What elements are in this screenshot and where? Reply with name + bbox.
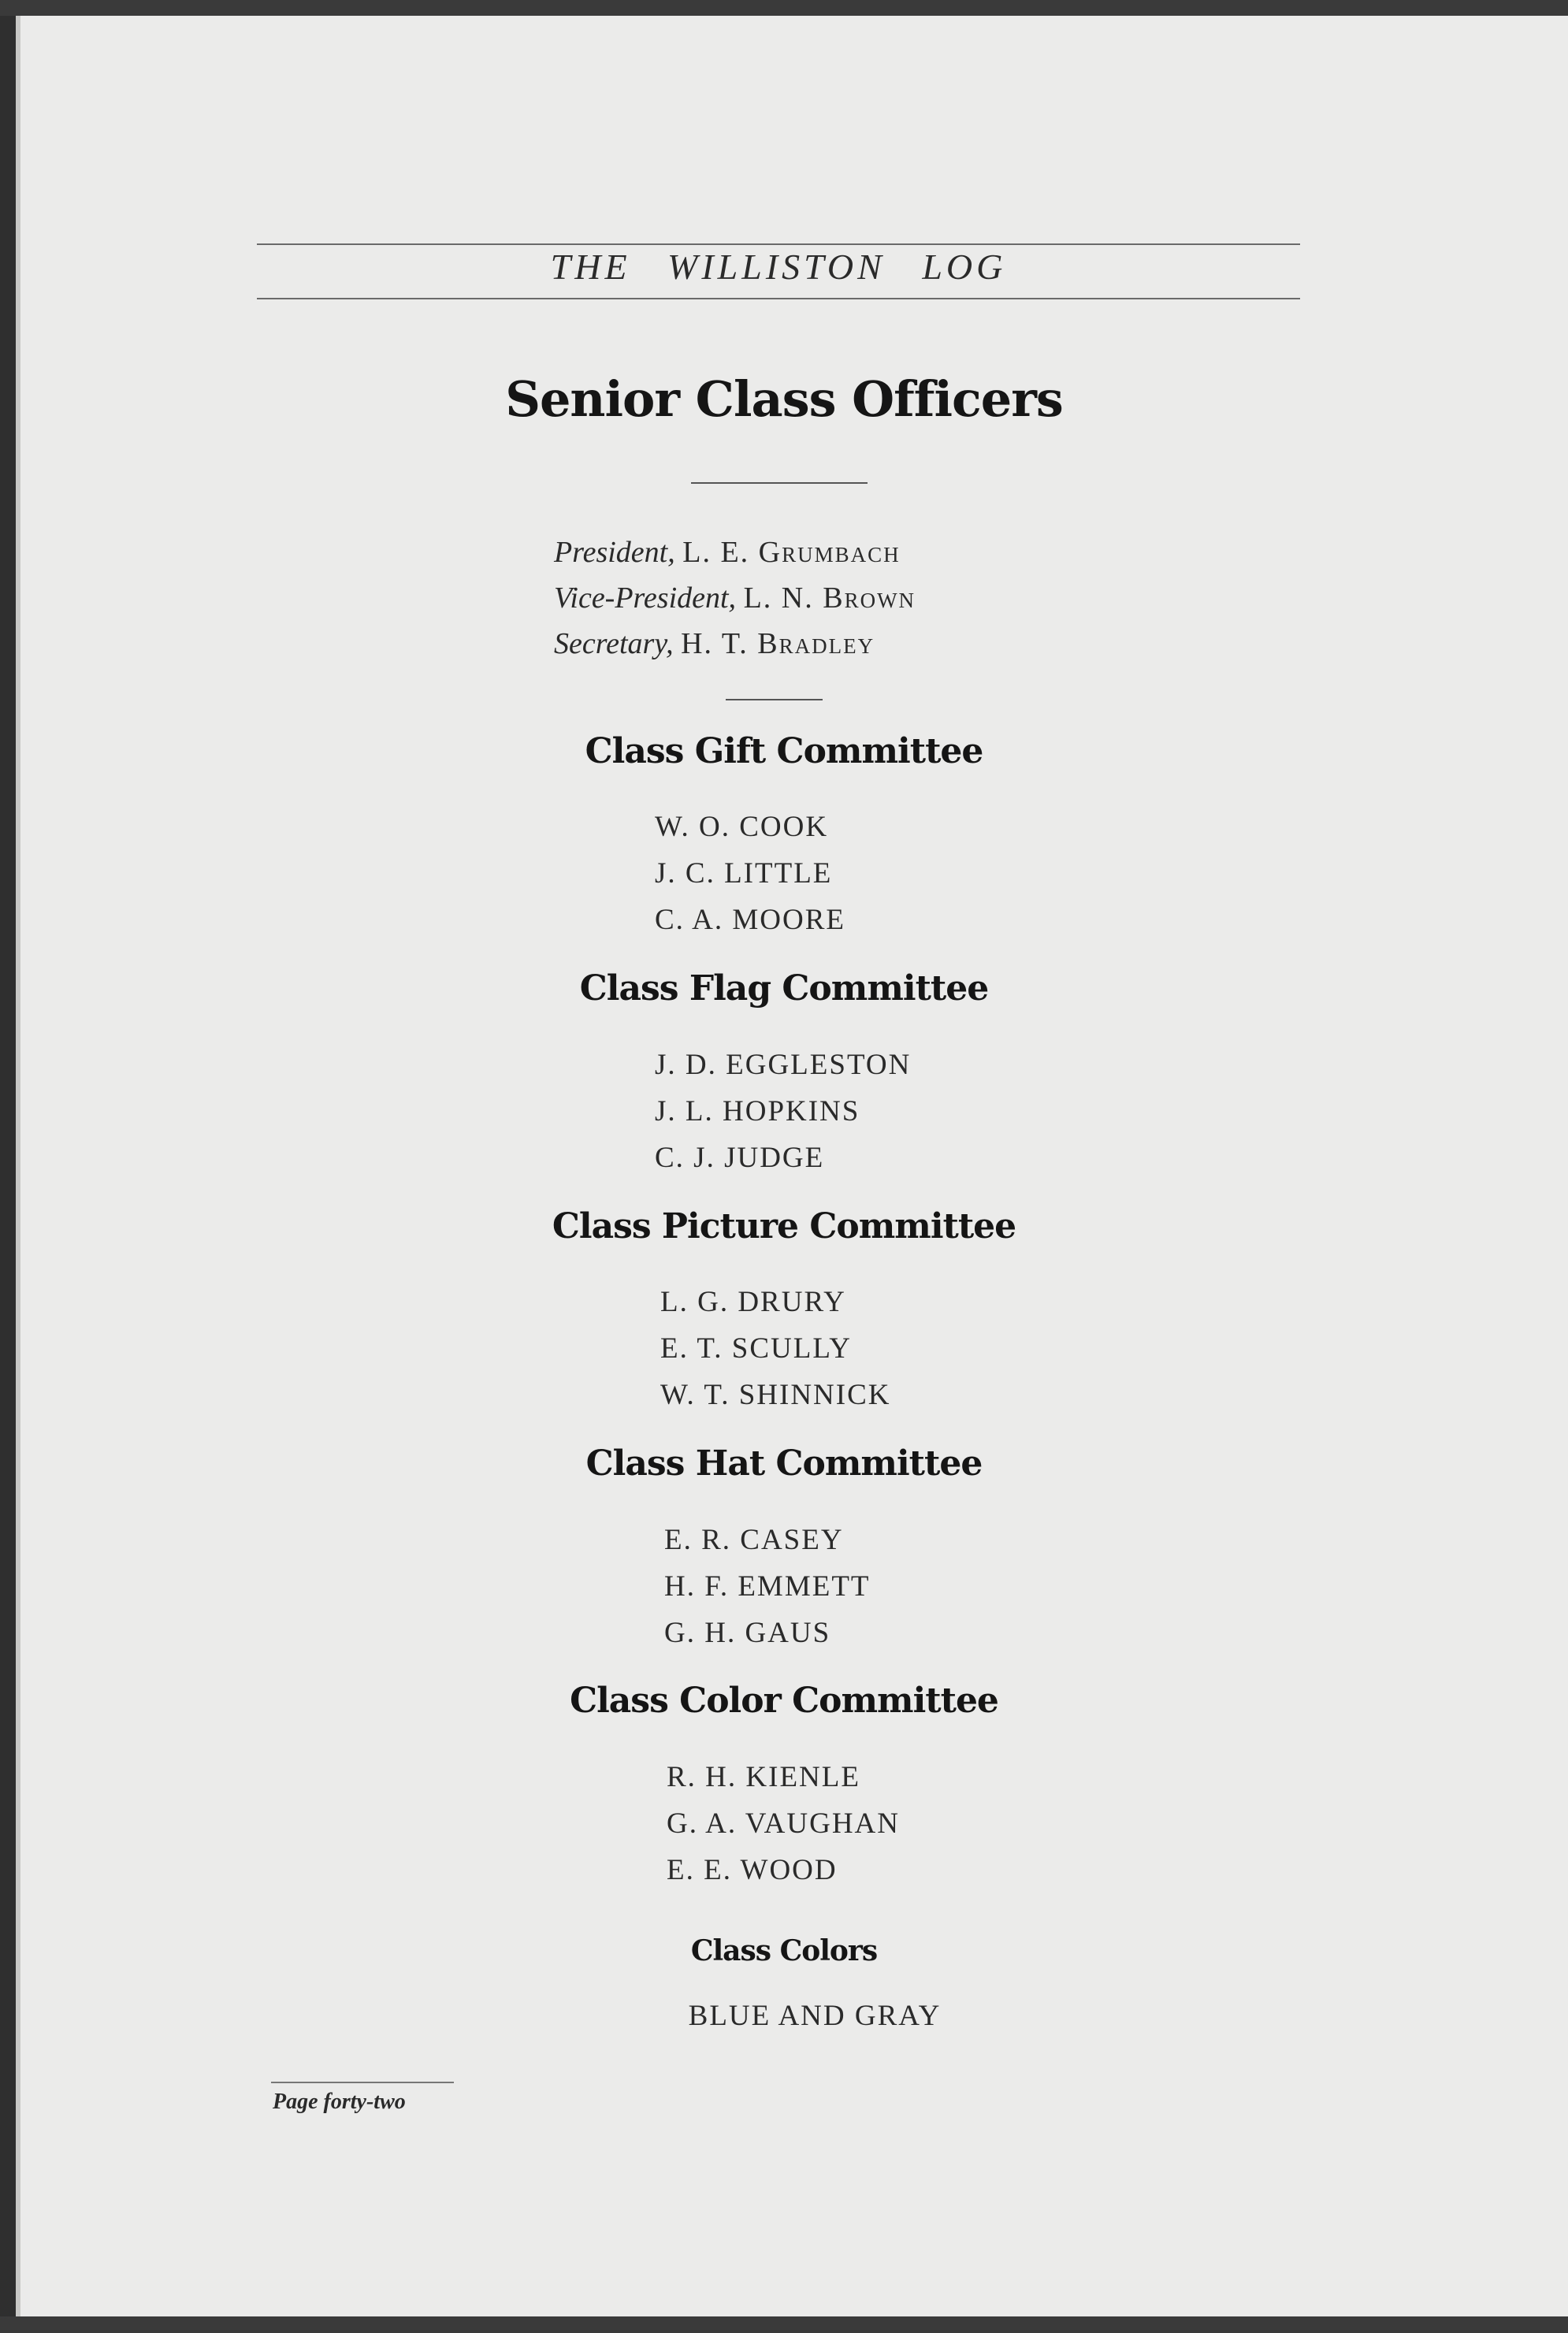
committee-title-picture: Class Picture Committee (552, 1206, 1016, 1246)
officers-divider (726, 699, 823, 700)
committee-title-flag: Class Flag Committee (579, 968, 989, 1009)
member-name: J. D. EGGLESTON (655, 1049, 912, 1081)
title-divider (691, 482, 868, 484)
committee-title-color: Class Color Committee (570, 1681, 998, 1721)
member-name: G. A. VAUGHAN (667, 1807, 901, 1840)
officer-name: L. N. Brown (743, 581, 916, 615)
member-name: E. T. SCULLY (660, 1332, 852, 1365)
officers-list (554, 529, 1105, 667)
scan-bottom-edge (0, 2316, 1568, 2333)
committee-title-gift: Class Gift Committee (585, 731, 983, 771)
committee-members-picture (660, 1279, 891, 1418)
member-name: W. O. COOK (655, 811, 829, 843)
member-name: C. J. JUDGE (655, 1142, 825, 1174)
class-colors-value: BLUE AND GRAY (688, 2000, 942, 2032)
committee-members-hat (664, 1517, 871, 1656)
header-bottom-rule (257, 298, 1300, 299)
scan-top-edge (0, 0, 1568, 16)
member-name: G. H. GAUS (664, 1617, 831, 1649)
member-name: E. E. WOOD (667, 1854, 838, 1886)
member-name: J. C. LITTLE (655, 857, 833, 890)
footer-rule (271, 2082, 454, 2083)
officer-president (554, 529, 1105, 575)
member-name: E. R. CASEY (664, 1524, 844, 1556)
committee-members-gift (655, 804, 845, 943)
member-name: R. H. KIENLE (667, 1761, 860, 1793)
officer-name: L. E. Grumbach (682, 536, 901, 569)
running-head: THE WILLISTON LOG (550, 247, 1007, 287)
member-name: W. T. SHINNICK (660, 1379, 891, 1411)
officer-secretary (554, 621, 1105, 667)
committee-members-color (667, 1754, 900, 1893)
officer-vice-president (554, 575, 1105, 621)
member-name: H. F. EMMETT (664, 1570, 871, 1603)
member-name: C. A. MOORE (655, 904, 845, 936)
page-title: Senior Class Officers (505, 370, 1063, 428)
page-number: Page forty-two (273, 2090, 406, 2114)
member-name: J. L. HOPKINS (655, 1095, 860, 1127)
officer-role: Secretary, (554, 627, 674, 660)
committee-title-hat: Class Hat Committee (585, 1443, 983, 1484)
officer-role: Vice-President, (554, 581, 737, 615)
member-name: L. G. DRURY (660, 1286, 846, 1318)
header-top-rule (257, 243, 1300, 245)
officer-role: President, (554, 536, 675, 569)
class-colors-title: Class Colors (690, 1934, 878, 1967)
committee-members-flag (655, 1042, 911, 1181)
officer-name: H. T. Bradley (681, 627, 875, 660)
